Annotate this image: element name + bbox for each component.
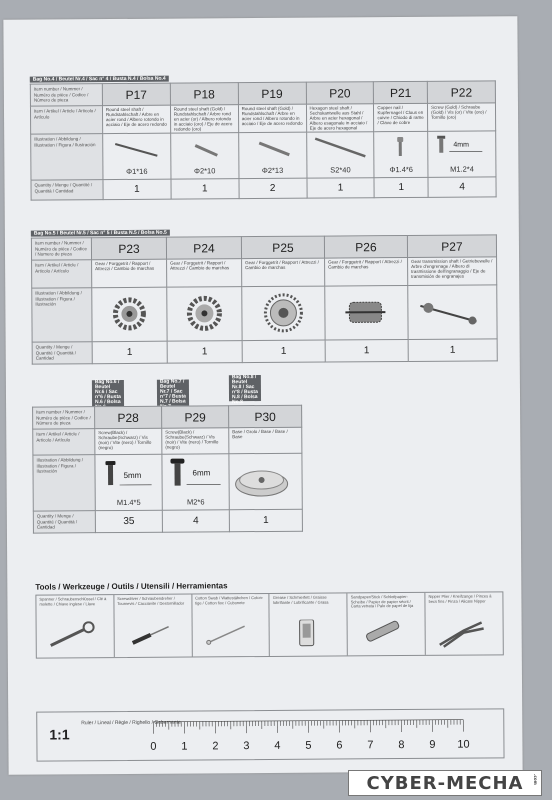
part-description: Round steel shaft / Rundstahlschaft / Arbre en acier rond / Albero rotondo in acciaio / Eje de acero redondo (102, 105, 170, 133)
part-illustration (95, 454, 162, 510)
gear-icon (92, 288, 166, 341)
part-quantity: 1 (307, 178, 375, 198)
tool-label: Nipper Plier / Kneifzange / Pinces à becs fins / Pinza / Alicate Nipper (428, 593, 492, 604)
part-illustration (374, 131, 428, 177)
tool-spanner (36, 595, 114, 658)
ruler-label: Ruler / Lineal / Règle / Righello / Gobernante (81, 719, 181, 727)
part-description: Copper nail / Kupfernagel / Clous en cuivre / Chiodo di rame / Clavo de cobre (374, 103, 428, 131)
screwdriver-icon (122, 621, 182, 651)
part-quantity: 2 (239, 178, 307, 198)
part-quantity: 35 (95, 510, 162, 532)
part-code: P20 (306, 82, 374, 104)
item-number-label: Item number / Nummer / Numéro de pièce / Codice / Número de pieza (33, 407, 95, 429)
part-illustration (306, 132, 374, 178)
part-quantity: 1 (242, 340, 325, 362)
part-quantity: 4 (162, 510, 229, 532)
bag5-tab: Bag No.5 / Beutel Nr.5 / Sac n° 5 / Busta N.5 / Bolsa No.5 (31, 230, 170, 237)
part-description: Gear / Forggetrit / Rapport / Attrezzi / Cambio de marchas (325, 257, 408, 286)
part-illustration (229, 453, 302, 510)
tools-title: Tools / Werkzeuge / Outils / Utensili / Herramientas (35, 581, 228, 592)
gear-icon (325, 286, 407, 339)
tools-table (35, 591, 503, 658)
part-quantity: 1 (325, 339, 408, 361)
part-quantity: 1 (167, 341, 242, 363)
part-illustration (408, 285, 497, 340)
quantity-label: Quantity / Menge / Quantité / Quantità / Cantidad (32, 342, 92, 364)
spanner-icon (45, 621, 105, 651)
part-description: Gear transmission shaft / Getriebewelle / Arbre d'engrenage / Albero di trasmissione dell'ingranaggio / Eje de transmisión de engranajes (408, 257, 497, 286)
part-quantity: 1 (171, 179, 239, 199)
screw-length: 6mm (192, 468, 211, 478)
base-icon (229, 454, 301, 509)
part-illustration (325, 285, 408, 340)
part-illustration (103, 133, 171, 179)
part-dimension: Φ2*10 (193, 166, 216, 176)
tool-nipper-plier (426, 592, 503, 655)
part-dimension: Φ1.4*6 (389, 164, 413, 175)
tool-label: Spanner / Schraubenschlüssel / Clé à molette / Chiave inglese / Llave (39, 596, 107, 607)
tool-cotton-swab (192, 594, 270, 657)
part-code: P26 (324, 235, 407, 258)
cotton-swab-icon (200, 620, 260, 650)
part-description: Gear / Forggetrit / Rapport / Attrezzi / Cambio de marchas (167, 259, 242, 288)
part-illustration (167, 287, 242, 342)
item-label: Item / Artikel / Article / Articolo / Artículo (32, 260, 92, 288)
part-illustration (242, 286, 325, 341)
watermark (348, 770, 542, 796)
ruler-tick-label: 3 (243, 740, 250, 753)
sandpaper-icon (356, 619, 416, 649)
part-quantity: 1 (374, 177, 428, 197)
grease-icon (278, 619, 338, 649)
quantity-label: Quantity / Menge / Quantité / Quantità / Cantidad (31, 180, 103, 201)
quantity-label: Quantity / Menge / Quantité / Quantità / Cantidad (33, 511, 95, 533)
illustration-label: Illustration / Abbildung / Illustration / Figura / Ilustración (33, 455, 95, 511)
ruler-tick-label: 10 (457, 738, 470, 751)
part-description: Gear / Forggetrit / Rapport / Attrezzi / Cambio de marchas (92, 259, 167, 288)
ruler-panel (36, 708, 504, 761)
bag4-tab: Bag No.4 / Beutel Nr.4 / Sac n° 4 / Busta N.4 / Bolsa No.4 (30, 76, 169, 83)
ruler-tick-label: 6 (336, 739, 343, 752)
tool-label: Sandpaper/Stick / Schleifpapier-Scheibe / Papier de papier sécrit / Carta vetrata / Palo de papel de lija (350, 593, 414, 609)
ruler-tick-label: 1 (181, 740, 188, 753)
part-description: Round steel shaft (Gold) / Rundstahlschaft / Arbre en acier rond / Albero rotondo in acciaio / Eje de acero redondo (238, 104, 306, 132)
part-code: P30 (229, 405, 302, 428)
part-quantity: 1 (229, 509, 302, 531)
part-quantity: 1 (408, 339, 497, 361)
part-code: P24 (166, 237, 241, 260)
tool-label: Grease / Schmierfett / Graisse lubrifiante / Lubrificante / Grasa (272, 594, 329, 605)
part-description: Screw(Black) / Schraube(Schwarz) / Vis (noir) / Vite (nero) / Tornillo (negro) (162, 428, 229, 454)
gear-icon (242, 287, 324, 340)
nipper-plier-icon (434, 618, 494, 648)
ruler-tick-label: 8 (398, 739, 405, 752)
part-dimension: Φ1*16 (126, 166, 148, 176)
part-description: Base / Grolo / Base / Base / Base (229, 427, 302, 454)
bag5-table (31, 234, 498, 364)
part-code: P18 (170, 83, 238, 105)
part-dimension: M1.4*5 (116, 497, 141, 508)
part-quantity: 4 (428, 177, 496, 197)
part-code: P21 (374, 81, 428, 103)
part-illustration (162, 454, 229, 510)
tool-grease (270, 593, 348, 656)
tool-sandpaper (348, 593, 426, 656)
watermark-text: CYBER-MECHA (366, 772, 524, 794)
part-illustration (238, 132, 306, 178)
part-dimension: S2*40 (330, 165, 351, 175)
part-code: P29 (162, 406, 229, 428)
ruler-tick-label: 9 (429, 738, 436, 751)
tool-label: Screwdriver / Schraubendreher / Tournevis / Cacciavite / Destornillador (117, 595, 185, 606)
part-code: P23 (91, 237, 166, 260)
item-number-label: Item number / Nummer / Numéro de pièce / Codice / Numero de pieza (31, 238, 91, 260)
ruler-tick-label: 4 (274, 739, 281, 752)
part-dimension: M1.2*4 (450, 164, 474, 174)
part-dimension: M2*6 (186, 497, 205, 507)
part-quantity: 1 (103, 179, 171, 199)
part-description: Round steel shaft (Gold) / Rundstahlschaft / Arbre rond en acier (or) / Albero rotondo in acciaio (oro) / Eje de acero redondo (oro) (170, 105, 238, 133)
screw-length: 5mm (123, 470, 142, 480)
part-description: Screw (Gold) / Schraube (Gold) / Vis (or) / Vite (oro) / Tornillo (oro) (428, 103, 496, 131)
watermark-domain: .com (533, 774, 538, 785)
part-description: Hexagon steel shaft / Sechskantwelle aus Stahl / Arbre en acier hexagonal / Albero esagonale in acciaio / Eje de acero hexagonal (306, 104, 374, 132)
bag4-table (30, 80, 497, 200)
bag6-tab: Bag No.6 / Beutel Nr.6 / Sac n°6 / Busta N.6 / Bolsa (92, 380, 124, 406)
transmission-shaft-icon (408, 285, 496, 338)
tool-label: Cotton Swab / Wattestäbchen / Coton-tige / Cotton fioc / Cubonete (195, 595, 264, 606)
part-code: P19 (238, 82, 306, 104)
part-code: P22 (427, 81, 495, 103)
ruler-tick-label: 0 (150, 740, 157, 753)
part-quantity: 1 (92, 341, 167, 363)
item-label: Item / Artikel / Article / Articolo / Artículo (33, 429, 95, 455)
part-code: P28 (95, 406, 162, 428)
bag7-tab: Bag No.7 / Beutel Nr.7 / Sac n°7 / Busta N.7 / Bolsa (157, 380, 189, 406)
bag678-table (32, 405, 303, 533)
part-code: P17 (102, 83, 170, 105)
gear-icon (167, 287, 241, 340)
part-description: Gear / Forggetrit / Rapport / Attrezzi / Cambio de marchas (242, 258, 325, 287)
item-number-label: Item number / Nummer / Numéro de pièce / Codice / Número de pieza (30, 84, 102, 107)
ruler-tick-label: 2 (212, 740, 219, 753)
part-code: P27 (407, 235, 496, 258)
part-illustration (170, 133, 238, 179)
tool-screwdriver (114, 595, 192, 658)
part-description: Screw(Black) / Schraube(Schwarz) / Vis (noir) / Vite (nero) / Tornillo (negro) (95, 428, 162, 454)
ruler-tick-label: 5 (305, 739, 312, 752)
part-illustration (428, 131, 496, 177)
ruler-scale (141, 709, 481, 757)
illustration-label: Illustration / Abbildung / Illustration / Figura / Ilustración (32, 288, 92, 342)
part-dimension: Φ2*13 (261, 165, 284, 176)
screw-length: 4mm (453, 141, 469, 149)
ruler-tick-label: 7 (367, 739, 374, 752)
instruction-sheet (3, 16, 522, 775)
bag8-tab: Bag No.8 / Beutel Nr.8 / Sac n°8 / Busta N.8 / Bolsa No.8 (229, 375, 261, 401)
illustration-label: Illustration / Abbildung / Illustration / Figura / Ilustración (31, 134, 103, 181)
part-illustration (92, 287, 167, 342)
ruler-ratio: 1:1 (49, 726, 70, 743)
item-label: Item / Artikel / Article / Articolo / Artículo (30, 106, 102, 135)
part-code: P25 (241, 236, 324, 259)
